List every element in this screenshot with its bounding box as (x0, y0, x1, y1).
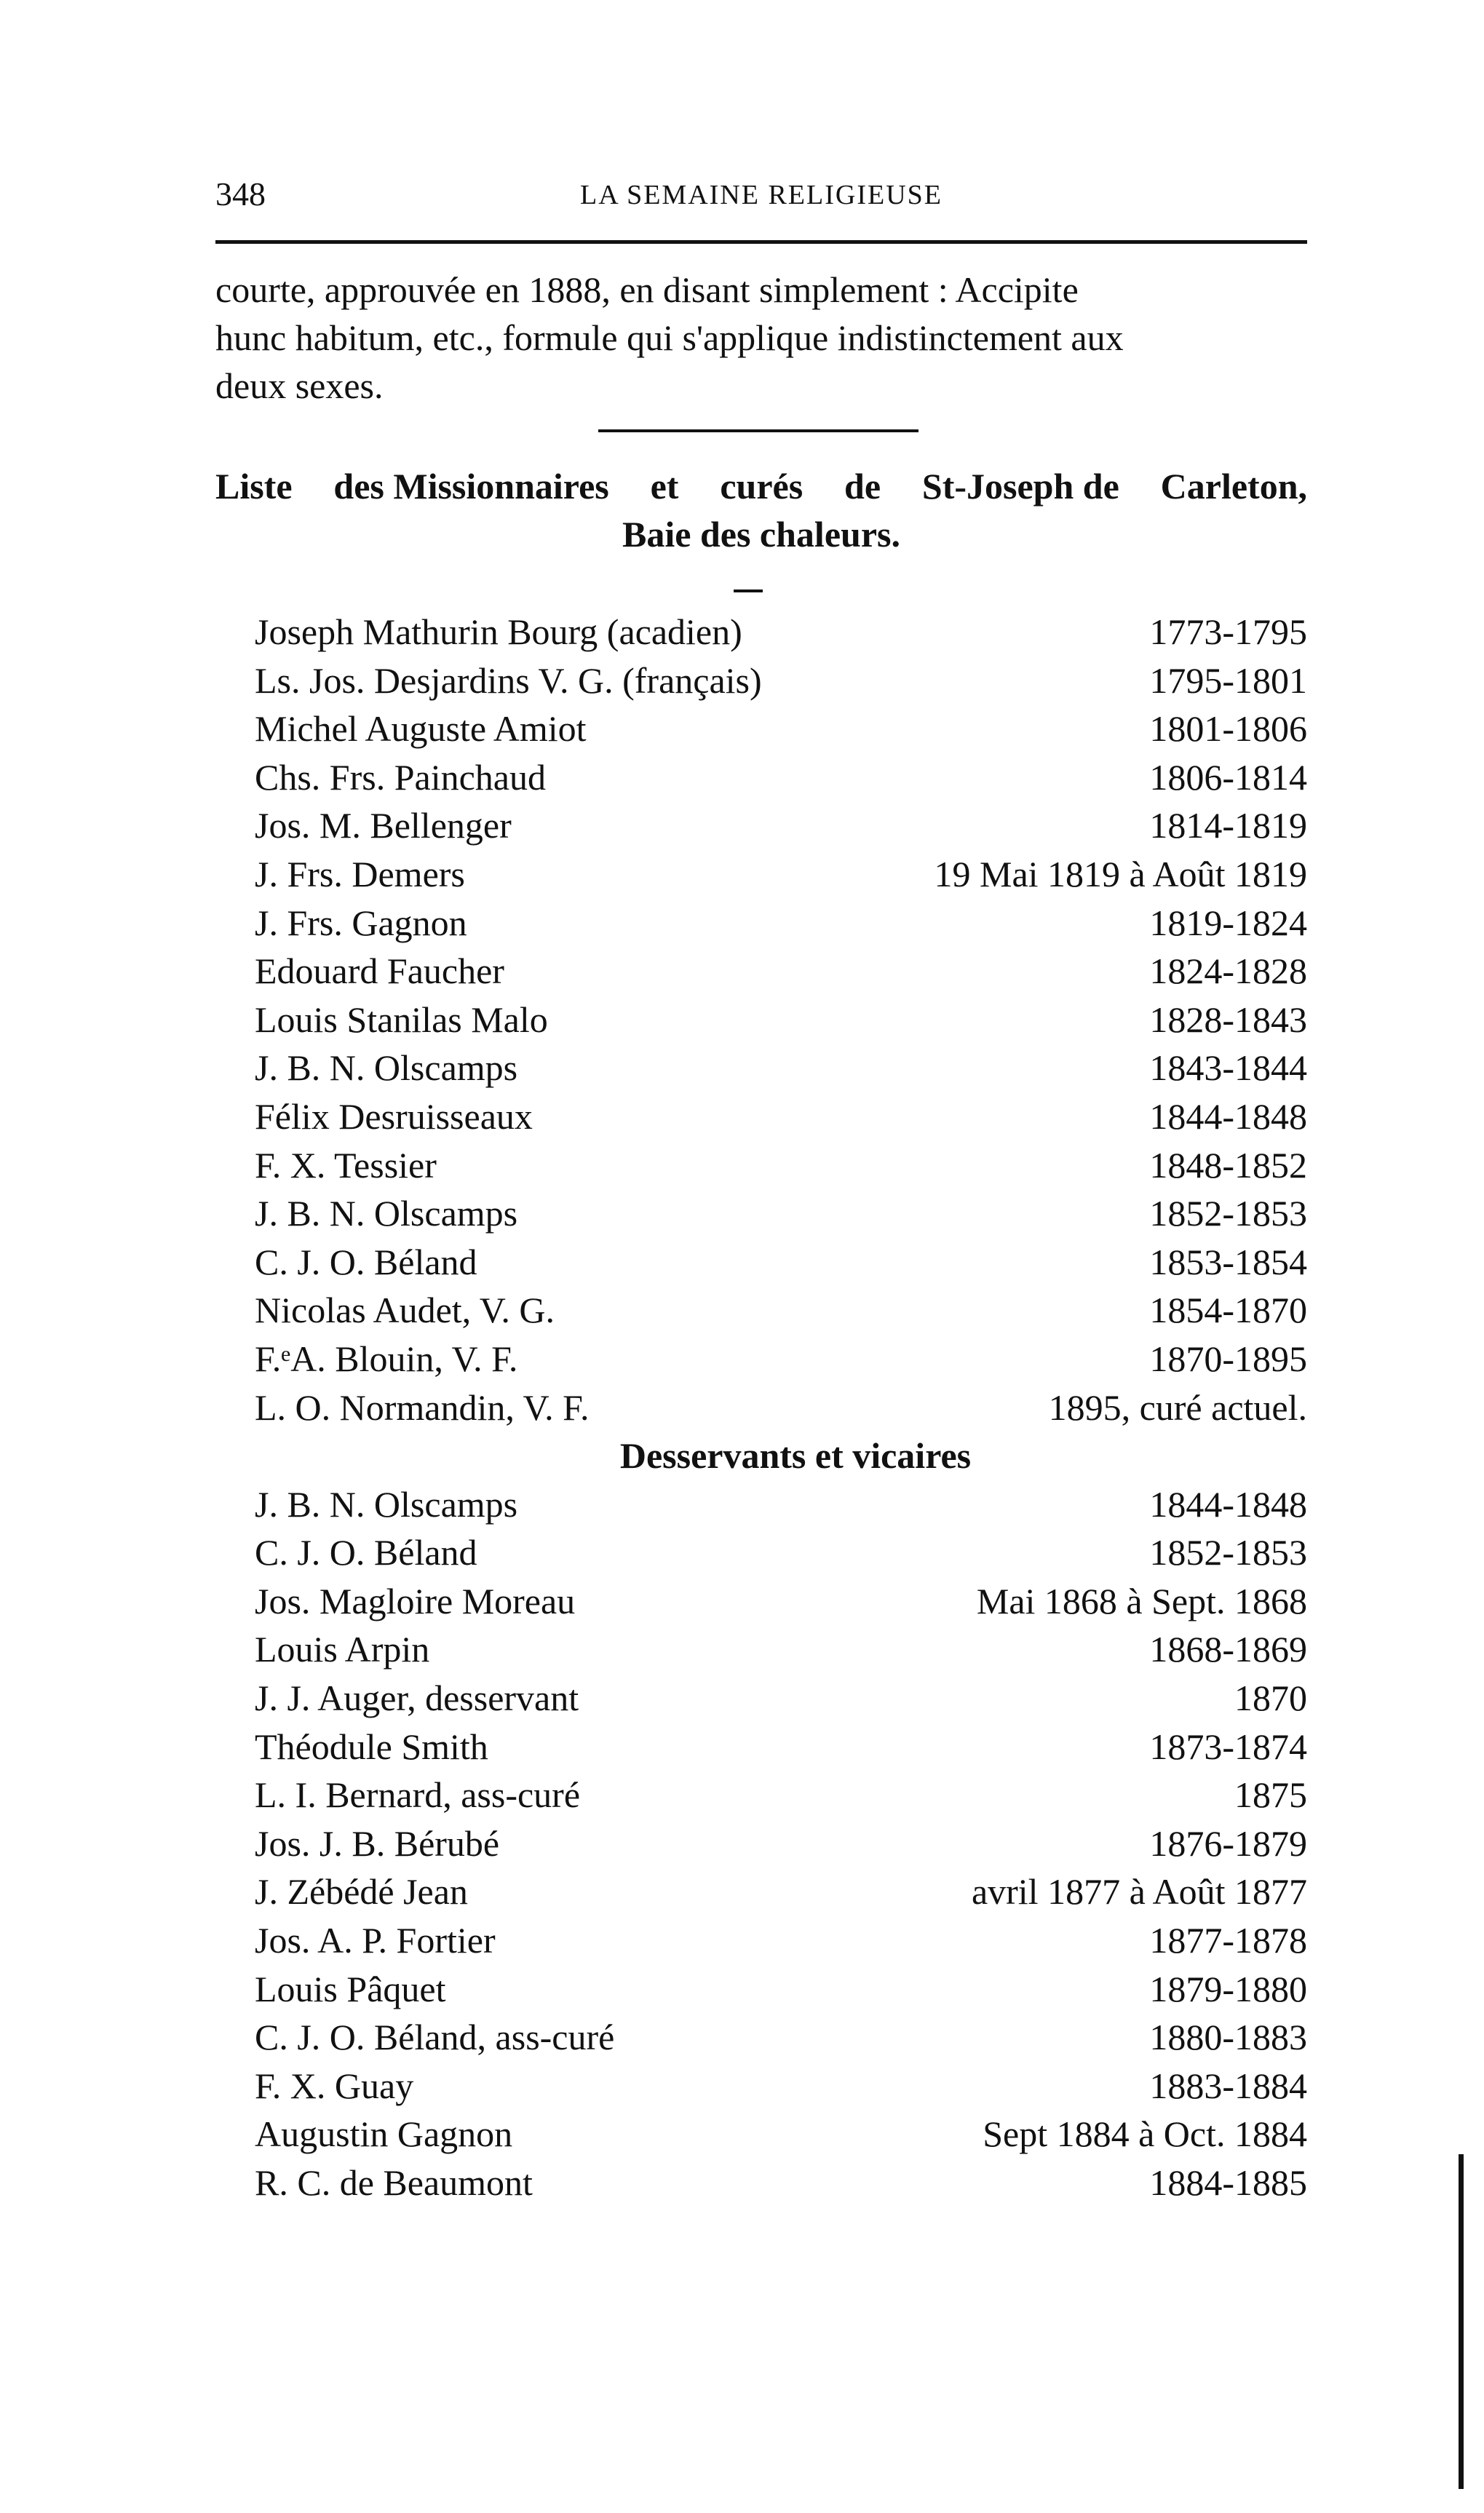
clergy-name: Théodule Smith (255, 1726, 488, 1767)
intro-paragraph (215, 266, 1307, 410)
list-item (255, 1141, 1307, 1190)
clergy-dates: 1819-1824 (1149, 902, 1307, 943)
clergy-name: J. Zébédé Jean (255, 1871, 468, 1913)
clergy-name: F.ᵉA. Blouin, V. F. (255, 1338, 518, 1379)
list-item (255, 899, 1307, 948)
clergy-dates: 1873-1874 (1149, 1726, 1307, 1767)
clergy-dates: 1824-1828 (1149, 950, 1307, 992)
list-item (255, 1916, 1307, 1965)
clergy-dates: 1853-1854 (1149, 1241, 1307, 1282)
clergy-name: Jos. A. P. Fortier (255, 1920, 496, 1961)
clergy-name: Louis Stanilas Malo (255, 999, 548, 1040)
list-item (255, 1723, 1307, 1771)
section-title-line2: Baie des chaleurs. (622, 514, 900, 555)
clergy-dates: 1852-1853 (1149, 1193, 1307, 1234)
list-item (255, 1480, 1307, 1529)
list-item (255, 1867, 1307, 1916)
clergy-name: Louis Arpin (255, 1629, 430, 1670)
clergy-name: C. J. O. Béland, ass-curé (255, 2017, 615, 2058)
list-item (255, 1674, 1307, 1723)
list-item (255, 1335, 1307, 1383)
clergy-dates: avril 1877 à Août 1877 (971, 1871, 1307, 1913)
missionaries-list (255, 608, 1307, 1432)
clergy-name: Chs. Frs. Painchaud (255, 756, 546, 798)
section-title-line1 (215, 462, 1307, 510)
clergy-dates: Mai 1868 à Sept. 1868 (976, 1580, 1307, 1621)
clergy-name: Jos. J. B. Bérubé (255, 1822, 500, 1864)
clergy-name: Jos. M. Bellenger (255, 805, 512, 846)
list-item (255, 850, 1307, 899)
header-rule (215, 240, 1307, 244)
running-head: LA SEMAINE RELIGIEUSE (580, 180, 943, 210)
clergy-dates: 1877-1878 (1149, 1920, 1307, 1961)
clergy-dates: 19 Mai 1819 à Août 1819 (934, 853, 1307, 894)
clergy-dates: 1852-1853 (1149, 1532, 1307, 1573)
clergy-name: J. B. N. Olscamps (255, 1047, 518, 1089)
section-divider (598, 429, 918, 432)
short-rule (734, 589, 763, 592)
list-item (255, 2013, 1307, 2062)
list-item (255, 996, 1307, 1044)
clergy-name: R. C. de Beaumont (255, 2162, 533, 2203)
clergy-name: J. Frs. Demers (255, 853, 465, 894)
page-header (215, 175, 1307, 218)
title-word: de (844, 466, 881, 507)
vicars-list (255, 1480, 1307, 2207)
clergy-name: C. J. O. Béland (255, 1241, 477, 1282)
clergy-name: Augustin Gagnon (255, 2113, 513, 2155)
list-item (255, 1092, 1307, 1141)
clergy-name: Félix Desruisseaux (255, 1095, 533, 1137)
list-item (255, 1238, 1307, 1287)
clergy-name: L. I. Bernard, ass-curé (255, 1774, 581, 1816)
list-item (255, 704, 1307, 753)
list-item (255, 2062, 1307, 2111)
list-item (255, 1189, 1307, 1238)
clergy-dates: 1844-1848 (1149, 1483, 1307, 1525)
list-item (255, 753, 1307, 802)
clergy-name: Michel Auguste Amiot (255, 708, 587, 750)
clergy-dates: 1870 (1234, 1678, 1307, 1719)
clergy-dates: 1801-1806 (1149, 708, 1307, 750)
margin-mark (1459, 2154, 1464, 2489)
title-word: St-Joseph de (921, 466, 1119, 507)
list-item (255, 1771, 1307, 1819)
clergy-dates: 1879-1880 (1149, 1968, 1307, 2009)
clergy-dates: 1895, curé actuel. (1048, 1386, 1307, 1428)
title-word: et (650, 466, 679, 507)
clergy-list (255, 608, 1307, 2207)
clergy-dates: 1795-1801 (1149, 659, 1307, 701)
clergy-dates: 1870-1895 (1149, 1338, 1307, 1379)
list-item (255, 1577, 1307, 1626)
clergy-dates: 1828-1843 (1149, 999, 1307, 1040)
list-item (255, 656, 1307, 705)
clergy-name: F. X. Tessier (255, 1144, 437, 1186)
clergy-dates: 1806-1814 (1149, 756, 1307, 798)
clergy-name: Nicolas Audet, V. G. (255, 1290, 555, 1331)
title-word: curés (720, 466, 803, 507)
clergy-name: Jos. Magloire Moreau (255, 1580, 576, 1621)
intro-line: courte, approuvée en 1888, en disant simplement : Accipite (215, 269, 1079, 310)
clergy-name: F. X. Guay (255, 2065, 414, 2106)
clergy-dates: 1876-1879 (1149, 1822, 1307, 1864)
clergy-name: Edouard Faucher (255, 950, 504, 992)
clergy-dates: 1843-1844 (1149, 1047, 1307, 1089)
clergy-dates: 1883-1884 (1149, 2065, 1307, 2106)
list-item (255, 608, 1307, 656)
list-item (255, 1965, 1307, 2014)
list-item (255, 1286, 1307, 1335)
clergy-dates: 1875 (1234, 1774, 1307, 1816)
clergy-name: L. O. Normandin, V. F. (255, 1386, 590, 1428)
clergy-dates: 1773-1795 (1149, 611, 1307, 652)
list-item (255, 1528, 1307, 1577)
clergy-name: J. Frs. Gagnon (255, 902, 467, 943)
clergy-dates: 1848-1852 (1149, 1144, 1307, 1186)
page-number: 348 (215, 175, 266, 213)
clergy-dates: 1880-1883 (1149, 2017, 1307, 2058)
title-word: Liste (215, 466, 293, 507)
clergy-dates: 1868-1869 (1149, 1629, 1307, 1670)
section-title (215, 462, 1307, 558)
intro-line: hunc habitum, etc., formule qui s'applique indistinctement aux (215, 317, 1124, 358)
clergy-dates: Sept 1884 à Oct. 1884 (983, 2113, 1307, 2155)
title-word: Carleton, (1160, 466, 1307, 507)
subheading: Desservants et vicaires (619, 1435, 972, 1477)
clergy-dates: 1884-1885 (1149, 2162, 1307, 2203)
intro-line: deux sexes. (215, 365, 384, 406)
clergy-name: Louis Pâquet (255, 1968, 446, 2009)
list-item (255, 2159, 1307, 2207)
list-item (255, 947, 1307, 996)
list-item (255, 1625, 1307, 1674)
title-word: des Missionnaires (333, 466, 609, 507)
clergy-name: Joseph Mathurin Bourg (acadien) (255, 611, 742, 652)
clergy-name: C. J. O. Béland (255, 1532, 477, 1573)
list-item (255, 1819, 1307, 1868)
clergy-name: J. B. N. Olscamps (255, 1483, 518, 1525)
list-item (255, 801, 1307, 850)
clergy-dates: 1854-1870 (1149, 1290, 1307, 1331)
clergy-name: J. J. Auger, desservant (255, 1678, 579, 1719)
clergy-name: J. B. N. Olscamps (255, 1193, 518, 1234)
list-item (255, 1044, 1307, 1092)
list-item (255, 2110, 1307, 2159)
list-item (255, 1383, 1307, 1432)
clergy-dates: 1844-1848 (1149, 1095, 1307, 1137)
clergy-name: Ls. Jos. Desjardins V. G. (français) (255, 659, 762, 701)
clergy-dates: 1814-1819 (1149, 805, 1307, 846)
